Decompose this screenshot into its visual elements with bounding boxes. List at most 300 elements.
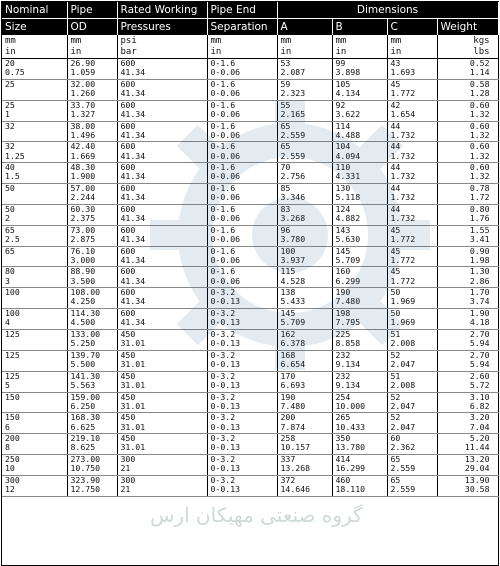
rated-pressure-cell <box>117 413 207 434</box>
pipe-end-separation-cell <box>207 59 277 80</box>
header-dim-a: A <box>277 19 332 36</box>
dim-a-metric: 372 <box>280 475 296 485</box>
pipe-end-separation-imperial: 0-0.06 <box>210 192 241 203</box>
weight-metric: 5.20 <box>469 433 490 444</box>
dim-a-cell <box>277 392 332 413</box>
rated-pressure-imperial: 41.34 <box>120 317 146 328</box>
unit-cell <box>2 35 67 59</box>
rated-pressure-cell <box>117 392 207 413</box>
pipe-end-separation-imperial: 0-0.06 <box>210 275 241 286</box>
dim-c-cell <box>387 142 437 163</box>
dim-a-cell <box>277 246 332 267</box>
dim-c-cell <box>387 309 437 330</box>
nominal-size-imperial <box>5 131 64 140</box>
dim-c-metric: 50 <box>390 308 401 319</box>
dim-b-metric: 232 <box>335 350 351 360</box>
pipe-end-separation-imperial: 0-0.06 <box>210 213 241 224</box>
dim-c-imperial: 2.047 <box>390 421 416 432</box>
dim-c-cell <box>387 392 437 413</box>
dim-a-imperial: 7.874 <box>280 421 306 432</box>
dim-a-metric: 53 <box>280 58 291 68</box>
header-size: Size <box>2 19 67 36</box>
pipe-end-separation-metric: 0-1.6 <box>210 183 236 194</box>
unit-metric: kgs <box>473 36 490 46</box>
weight-metric: 2.70 <box>469 350 490 360</box>
dim-a-imperial: 2.756 <box>280 171 306 182</box>
dim-c-imperial: 1.772 <box>390 88 416 99</box>
weight-imperial: 1.76 <box>469 213 490 224</box>
rated-pressure-imperial: 31.01 <box>120 400 146 411</box>
weight-cell <box>437 455 498 476</box>
weight-imperial: 1.14 <box>469 67 490 78</box>
dim-a-imperial: 14.646 <box>280 484 311 495</box>
pipe-end-separation-metric: 0-3.2 <box>210 308 236 319</box>
dim-c-metric: 42 <box>390 100 401 110</box>
dim-a-imperial: 2.165 <box>280 108 306 119</box>
pipe-end-separation-imperial: 0-0.06 <box>210 150 241 161</box>
nominal-size-cell <box>2 121 67 142</box>
unit-metric: mm <box>335 36 347 46</box>
dim-c-metric: 51 <box>390 371 401 381</box>
dim-c-metric: 43 <box>390 58 401 68</box>
weight-metric: 0.60 <box>469 162 490 173</box>
unit-imperial: in <box>5 47 16 57</box>
rated-pressure-metric: 600 <box>120 266 136 277</box>
unit-imperial: in <box>70 47 82 57</box>
dim-a-metric: 168 <box>280 350 296 360</box>
table-row <box>2 163 498 184</box>
nominal-size-metric: 250 <box>5 454 20 465</box>
pipe-end-separation-cell <box>207 288 277 309</box>
dim-a-cell <box>277 455 332 476</box>
header-dimensions: Dimensions <box>277 2 498 19</box>
pipe-od-metric: 323.90 <box>70 475 101 485</box>
weight-cell <box>437 329 498 350</box>
nominal-size-metric: 150 <box>5 392 20 402</box>
dim-c-imperial: 1.732 <box>390 129 416 140</box>
weight-cell <box>437 79 498 100</box>
dim-c-metric: 44 <box>390 204 401 214</box>
dim-b-metric: 460 <box>335 475 351 485</box>
weight-cell <box>437 204 498 225</box>
dim-b-imperial: 6.299 <box>335 275 361 286</box>
dim-c-imperial: 1.732 <box>390 150 416 161</box>
weight-cell <box>437 100 498 121</box>
rated-pressure-cell <box>117 475 207 496</box>
weight-metric: 0.90 <box>469 246 490 256</box>
pipe-end-separation-cell <box>207 184 277 205</box>
nominal-size-metric: 200 <box>5 433 20 444</box>
weight-cell <box>437 309 498 330</box>
weight-cell <box>437 121 498 142</box>
rated-pressure-cell <box>117 350 207 371</box>
weight-metric: 2.70 <box>469 329 490 339</box>
pipe-od-metric: 168.30 <box>70 412 101 423</box>
unit-metric: mm <box>210 36 222 46</box>
pipe-od-cell <box>67 413 117 434</box>
pipe-od-metric: 48.30 <box>70 162 96 173</box>
rated-pressure-imperial: 41.34 <box>120 67 146 78</box>
header-rated-working: Rated Working <box>117 2 207 19</box>
pipe-od-cell <box>67 225 117 246</box>
dim-b-cell <box>332 413 387 434</box>
rated-pressure-imperial: 41.34 <box>120 233 146 244</box>
dim-b-metric: 110 <box>335 162 351 173</box>
dim-a-cell <box>277 288 332 309</box>
dim-b-metric: 232 <box>335 371 351 381</box>
nominal-size-imperial <box>5 256 64 265</box>
units-row <box>2 35 498 59</box>
dim-a-imperial: 7.480 <box>280 400 306 411</box>
weight-imperial: 7.04 <box>469 421 490 432</box>
pipe-od-imperial: 1.260 <box>70 88 96 99</box>
dim-b-imperial: 8.858 <box>335 338 361 349</box>
dim-b-cell <box>332 434 387 455</box>
dim-b-metric: 99 <box>335 58 346 68</box>
dim-c-cell <box>387 100 437 121</box>
pipe-od-metric: 76.10 <box>70 246 96 256</box>
rated-pressure-imperial: 41.34 <box>120 150 146 161</box>
nominal-size-cell <box>2 267 67 288</box>
pipe-coupling-spec-table <box>2 2 499 497</box>
rated-pressure-imperial: 41.34 <box>120 296 146 307</box>
unit-cell <box>67 35 117 59</box>
dim-c-metric: 65 <box>390 454 401 465</box>
weight-cell <box>437 475 498 496</box>
header-pressures: Pressures <box>117 19 207 36</box>
dim-c-cell <box>387 121 437 142</box>
pipe-end-separation-metric: 0-3.2 <box>210 371 236 381</box>
rated-pressure-metric: 300 <box>120 475 136 485</box>
dim-a-imperial: 2.323 <box>280 88 306 99</box>
nominal-size-imperial: 6 <box>5 421 10 432</box>
weight-imperial: 1.32 <box>469 171 490 182</box>
pipe-end-separation-cell <box>207 142 277 163</box>
unit-imperial: lbs <box>473 47 490 57</box>
nominal-size-cell <box>2 434 67 455</box>
dim-c-metric: 52 <box>390 412 401 423</box>
pipe-od-metric: 32.00 <box>70 79 96 89</box>
dim-a-metric: 100 <box>280 246 296 256</box>
dim-c-metric: 60 <box>390 433 401 444</box>
pipe-od-imperial: 5.250 <box>70 338 96 349</box>
pipe-end-separation-imperial: 0-0.13 <box>210 338 241 349</box>
dim-c-metric: 45 <box>390 225 401 235</box>
unit-metric: mm <box>390 36 402 46</box>
pipe-od-metric: 60.30 <box>70 204 96 214</box>
pipe-end-separation-metric: 0-3.2 <box>210 287 236 298</box>
weight-imperial: 1.98 <box>469 254 490 265</box>
dim-c-cell <box>387 475 437 496</box>
pipe-end-separation-imperial: 0-0.06 <box>210 67 241 78</box>
dim-b-cell <box>332 392 387 413</box>
weight-imperial: 29.04 <box>464 463 490 474</box>
dim-c-imperial: 1.732 <box>390 213 416 224</box>
pipe-od-metric: 88.90 <box>70 266 96 277</box>
dim-a-cell <box>277 434 332 455</box>
dim-b-metric: 350 <box>335 433 351 444</box>
rated-pressure-metric: 450 <box>120 412 136 423</box>
pipe-od-cell <box>67 475 117 496</box>
weight-cell <box>437 413 498 434</box>
pipe-od-imperial: 3.500 <box>70 275 96 286</box>
pipe-end-separation-metric: 0-1.6 <box>210 79 236 89</box>
pipe-od-imperial: 5.563 <box>70 379 96 390</box>
pipe-end-separation-imperial: 0-0.13 <box>210 296 241 307</box>
pipe-od-cell <box>67 121 117 142</box>
pipe-od-metric: 273.00 <box>70 454 101 465</box>
rated-pressure-imperial: 31.01 <box>120 421 146 432</box>
watermark-text: گروه صنعتی مهیکان ارس <box>150 503 363 527</box>
dim-b-cell <box>332 225 387 246</box>
pipe-end-separation-cell <box>207 309 277 330</box>
nominal-size-imperial: 10 <box>5 463 15 474</box>
weight-metric: 0.78 <box>469 183 490 194</box>
dim-a-metric: 258 <box>280 433 296 444</box>
rated-pressure-imperial: 21 <box>120 463 131 474</box>
dim-c-cell <box>387 79 437 100</box>
table-body <box>2 35 498 496</box>
dim-c-imperial: 1.772 <box>390 275 416 286</box>
table-row <box>2 329 498 350</box>
rated-pressure-metric: 600 <box>120 204 136 214</box>
dim-c-cell <box>387 246 437 267</box>
nominal-size-cell <box>2 309 67 330</box>
nominal-size-metric: 150 <box>5 412 20 423</box>
dim-b-imperial: 4.134 <box>335 88 361 99</box>
pipe-od-cell <box>67 371 117 392</box>
pipe-end-separation-imperial: 0-0.13 <box>210 421 241 432</box>
table-row <box>2 475 498 496</box>
weight-metric: 2.60 <box>469 371 490 381</box>
weight-imperial: 3.41 <box>469 233 490 244</box>
pipe-od-cell <box>67 184 117 205</box>
pipe-od-cell <box>67 267 117 288</box>
dim-b-imperial: 16.299 <box>335 463 366 474</box>
pipe-od-cell <box>67 79 117 100</box>
pipe-end-separation-cell <box>207 455 277 476</box>
unit-imperial: bar <box>120 47 137 57</box>
dim-c-metric: 45 <box>390 246 401 256</box>
rated-pressure-metric: 600 <box>120 58 136 68</box>
dim-a-metric: 138 <box>280 287 296 298</box>
nominal-size-metric: 25 <box>5 79 15 89</box>
nominal-size-metric: 50 <box>5 204 15 214</box>
dim-c-imperial: 1.732 <box>390 171 416 182</box>
weight-metric: 0.58 <box>469 79 490 89</box>
dim-c-cell <box>387 267 437 288</box>
rated-pressure-metric: 600 <box>120 79 136 89</box>
dim-a-cell <box>277 100 332 121</box>
pipe-end-separation-metric: 0-1.6 <box>210 58 236 68</box>
unit-cell <box>207 35 277 59</box>
nominal-size-cell <box>2 413 67 434</box>
header-od: OD <box>67 19 117 36</box>
nominal-size-metric: 80 <box>5 266 15 277</box>
dim-b-cell <box>332 59 387 80</box>
pipe-od-imperial: 2.875 <box>70 233 96 244</box>
dim-b-metric: 265 <box>335 412 351 423</box>
pipe-end-separation-cell <box>207 163 277 184</box>
weight-imperial: 2.86 <box>469 275 490 286</box>
pipe-end-separation-imperial: 0-0.06 <box>210 108 241 119</box>
dim-b-imperial: 4.094 <box>335 150 361 161</box>
header-nominal: Nominal <box>2 2 67 19</box>
unit-imperial: in <box>335 47 347 57</box>
pipe-end-separation-cell <box>207 267 277 288</box>
weight-metric: 1.90 <box>469 308 490 319</box>
header-pipe: Pipe <box>67 2 117 19</box>
table-row <box>2 350 498 371</box>
weight-imperial: 4.18 <box>469 317 490 328</box>
header-dim-c: C <box>387 19 437 36</box>
nominal-size-metric: 40 <box>5 162 15 173</box>
weight-cell <box>437 59 498 80</box>
pipe-od-cell <box>67 350 117 371</box>
dim-b-cell <box>332 142 387 163</box>
weight-imperial: 3.74 <box>469 296 490 307</box>
weight-metric: 0.60 <box>469 121 490 131</box>
rated-pressure-imperial: 41.34 <box>120 275 146 286</box>
weight-cell <box>437 434 498 455</box>
unit-imperial: in <box>390 47 402 57</box>
rated-pressure-cell <box>117 246 207 267</box>
dim-c-cell <box>387 59 437 80</box>
rated-pressure-imperial: 31.01 <box>120 338 146 349</box>
pipe-end-separation-cell <box>207 413 277 434</box>
dim-b-cell <box>332 267 387 288</box>
nominal-size-cell <box>2 350 67 371</box>
dim-a-imperial: 13.268 <box>280 463 311 474</box>
pipe-end-separation-metric: 0-3.2 <box>210 412 236 423</box>
nominal-size-metric: 100 <box>5 287 20 298</box>
pipe-end-separation-cell <box>207 246 277 267</box>
header-row-1 <box>2 2 498 19</box>
dim-a-cell <box>277 329 332 350</box>
dim-c-imperial: 2.362 <box>390 442 416 453</box>
weight-cell <box>437 246 498 267</box>
pipe-od-imperial: 4.500 <box>70 317 96 328</box>
dim-b-imperial: 18.110 <box>335 484 366 495</box>
rated-pressure-cell <box>117 121 207 142</box>
dim-b-metric: 190 <box>335 287 351 298</box>
dim-c-imperial: 1.732 <box>390 192 416 203</box>
dim-b-cell <box>332 246 387 267</box>
pipe-od-imperial: 4.250 <box>70 296 96 307</box>
dim-b-metric: 145 <box>335 246 351 256</box>
pipe-od-cell <box>67 246 117 267</box>
dim-b-metric: 114 <box>335 121 351 131</box>
weight-metric: 3.20 <box>469 412 490 423</box>
dim-a-metric: 83 <box>280 204 291 214</box>
dim-c-imperial: 1.654 <box>390 108 416 119</box>
dim-c-imperial: 1.969 <box>390 296 416 307</box>
dim-a-imperial: 2.559 <box>280 129 306 140</box>
rated-pressure-imperial: 31.01 <box>120 379 146 390</box>
dim-b-imperial: 9.134 <box>335 379 361 390</box>
dim-a-metric: 65 <box>280 141 291 152</box>
pipe-od-metric: 133.00 <box>70 329 101 339</box>
nominal-size-metric: 300 <box>5 475 20 485</box>
weight-metric: 1.70 <box>469 287 490 298</box>
dim-c-imperial: 2.047 <box>390 359 416 370</box>
table-row <box>2 246 498 267</box>
pipe-end-separation-imperial: 0-0.13 <box>210 359 241 370</box>
nominal-size-metric: 125 <box>5 329 20 339</box>
rated-pressure-cell <box>117 184 207 205</box>
rated-pressure-metric: 450 <box>120 433 136 444</box>
dim-b-imperial: 3.622 <box>335 108 361 119</box>
pipe-od-imperial: 1.669 <box>70 150 96 161</box>
rated-pressure-metric: 450 <box>120 350 136 360</box>
pipe-end-separation-imperial: 0-0.13 <box>210 442 241 453</box>
pipe-end-separation-imperial: 0-0.13 <box>210 463 241 474</box>
dim-c-imperial: 2.008 <box>390 338 416 349</box>
nominal-size-imperial: 2 <box>5 213 10 224</box>
pipe-end-separation-metric: 0-1.6 <box>210 141 236 152</box>
rated-pressure-imperial: 41.34 <box>120 108 146 119</box>
dim-b-imperial: 4.331 <box>335 171 361 182</box>
pipe-end-separation-metric: 0-3.2 <box>210 454 236 465</box>
dim-a-imperial: 5.433 <box>280 296 306 307</box>
dim-a-cell <box>277 79 332 100</box>
rated-pressure-cell <box>117 371 207 392</box>
pipe-od-cell <box>67 455 117 476</box>
weight-imperial: 5.94 <box>469 338 490 349</box>
pipe-od-cell <box>67 288 117 309</box>
nominal-size-metric: 20 <box>5 58 15 68</box>
dim-a-metric: 170 <box>280 371 296 381</box>
weight-cell <box>437 225 498 246</box>
nominal-size-imperial: 12 <box>5 484 15 495</box>
rated-pressure-metric: 450 <box>120 329 136 339</box>
unit-metric: psi <box>120 36 137 46</box>
pipe-end-separation-cell <box>207 225 277 246</box>
pipe-od-imperial: 5.500 <box>70 359 96 370</box>
pipe-od-imperial: 8.625 <box>70 442 96 453</box>
dim-a-cell <box>277 184 332 205</box>
dim-b-metric: 160 <box>335 266 351 277</box>
pipe-end-separation-cell <box>207 371 277 392</box>
nominal-size-imperial: 4 <box>5 317 10 328</box>
pipe-od-metric: 33.70 <box>70 100 96 110</box>
dim-a-metric: 337 <box>280 454 296 465</box>
dim-b-imperial: 5.630 <box>335 233 361 244</box>
dim-c-cell <box>387 434 437 455</box>
dim-b-cell <box>332 163 387 184</box>
weight-imperial: 5.94 <box>469 359 490 370</box>
dim-a-imperial: 10.157 <box>280 442 311 453</box>
weight-metric: 13.20 <box>464 454 490 465</box>
dim-b-cell <box>332 329 387 350</box>
dim-a-cell <box>277 475 332 496</box>
rated-pressure-cell <box>117 434 207 455</box>
rated-pressure-metric: 600 <box>120 308 136 319</box>
pipe-od-imperial: 2.375 <box>70 213 96 224</box>
nominal-size-imperial <box>5 402 64 411</box>
weight-cell <box>437 288 498 309</box>
dim-a-metric: 65 <box>280 121 291 131</box>
rated-pressure-metric: 600 <box>120 183 136 194</box>
table-row <box>2 288 498 309</box>
dim-b-imperial: 7.795 <box>335 317 361 328</box>
dim-b-cell <box>332 204 387 225</box>
table-row <box>2 225 498 246</box>
dim-a-cell <box>277 163 332 184</box>
dim-b-metric: 105 <box>335 79 351 89</box>
dim-a-cell <box>277 142 332 163</box>
nominal-size-imperial: 1.25 <box>5 150 25 161</box>
